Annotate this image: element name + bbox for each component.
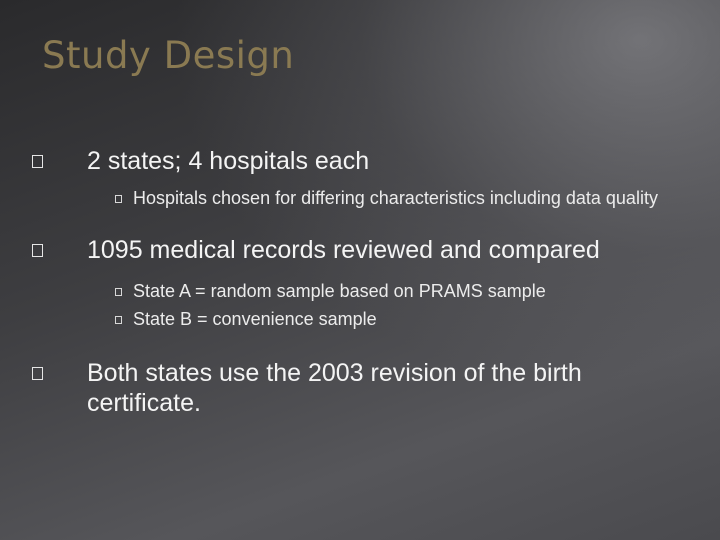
sub-bullet-list	[32, 186, 692, 211]
bullet-item	[32, 146, 692, 176]
sub-bullet-item	[32, 279, 692, 304]
sub-bullet-text: State B = convenience sample	[133, 309, 377, 329]
square-bullet-icon	[32, 155, 43, 168]
sub-bullet-text: Hospitals chosen for differing characteristics including data quality	[133, 188, 658, 208]
slide-body	[32, 146, 692, 418]
bullet-item	[32, 358, 692, 418]
slide-title: Study Design	[42, 34, 295, 77]
bullet-text: 1095 medical records reviewed and compared	[87, 236, 600, 264]
sub-bullet-list	[32, 279, 692, 332]
square-bullet-icon	[32, 367, 43, 380]
sub-bullet-item	[32, 307, 692, 332]
bullet-text: Both states use the 2003 revision of the birth certificate.	[87, 359, 582, 417]
bullet-text: 2 states; 4 hospitals each	[87, 147, 370, 175]
small-square-bullet-icon	[115, 195, 122, 203]
sub-bullet-item	[32, 186, 692, 211]
sub-bullet-text: State A = random sample based on PRAMS sample	[133, 281, 546, 301]
small-square-bullet-icon	[115, 288, 122, 296]
small-square-bullet-icon	[115, 316, 122, 324]
bullet-item	[32, 235, 692, 265]
square-bullet-icon	[32, 244, 43, 257]
